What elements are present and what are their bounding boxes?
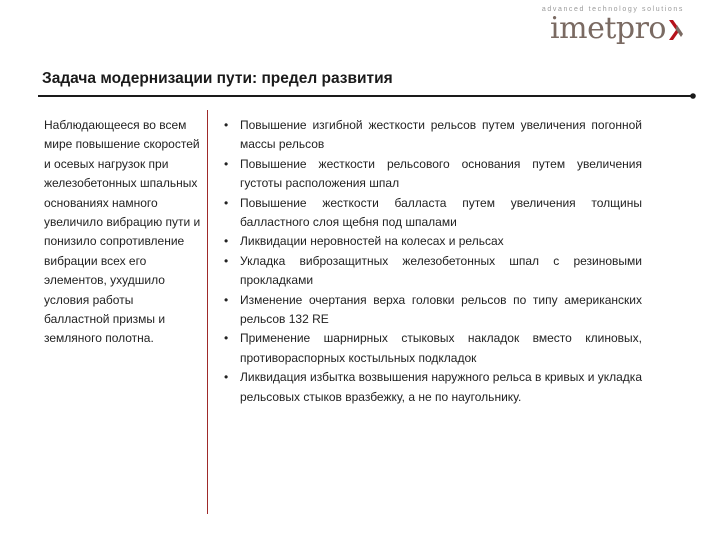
list-item-text: Повышение жесткости балласта путем увеличения толщины балластного слоя щебня под шпалами	[240, 195, 642, 230]
list-item	[222, 291, 642, 330]
measures-list	[222, 116, 642, 407]
list-item	[222, 116, 642, 155]
bullet-dot-icon: •	[224, 331, 229, 346]
list-item	[222, 329, 642, 368]
list-item	[222, 252, 642, 291]
list-item-text: Ликвидации неровностей на колесах и рельсах	[240, 234, 504, 249]
company-logo[interactable]	[494, 6, 684, 46]
list-item	[222, 155, 642, 194]
intro-paragraph: Наблюдающееся во всем мире повышение скоростей и осевых нагрузок при железобетонных шпальных основаниях намного увеличило вибрацию пути и понизило сопротивление вибрации всех его элементов, ухудшило условия работы балластной призмы и земляного полотна.	[44, 118, 201, 346]
list-item-text: Повышение изгибной жесткости рельсов путем увеличения погонной массы рельсов	[240, 118, 642, 152]
column-divider	[207, 110, 208, 514]
logo-tagline: advanced technology solutions	[541, 6, 684, 13]
bullet-dot-icon: •	[224, 234, 229, 249]
bullet-dot-icon: •	[224, 370, 229, 385]
list-item-text: Повышение жесткости рельсового основания путем увеличения густоты расположения шпал	[240, 156, 642, 191]
bullet-dot-icon: •	[224, 253, 229, 268]
list-item-text: Применение шарнирных стыковых накладок вместо клиновых, противораспорных костыльных подкладок	[240, 331, 642, 365]
list-item	[222, 194, 642, 233]
slide-title: Задача модернизации пути: предел развития	[42, 70, 393, 87]
list-item-text: Ликвидация избытка возвышения наружного рельса в кривых и укладка рельсовых стыков вразбежку, а не по наугольнику.	[240, 370, 642, 404]
title-underline-rule	[38, 93, 698, 99]
list-item	[222, 232, 642, 251]
list-item	[222, 368, 642, 407]
bullet-dot-icon: •	[224, 195, 229, 210]
bullet-dot-icon: •	[224, 118, 229, 132]
list-item-text: Укладка виброзащитных железобетонных шпал с резиновыми прокладками	[240, 253, 642, 288]
logo-wordmark: imetpro	[550, 11, 666, 46]
bullet-dot-icon: •	[224, 292, 229, 307]
bullet-dot-icon: •	[224, 156, 229, 171]
logo-x-mark-icon	[668, 18, 684, 42]
list-item-text: Изменение очертания верха головки рельсов по типу американских рельсов 132 RE	[240, 292, 642, 327]
